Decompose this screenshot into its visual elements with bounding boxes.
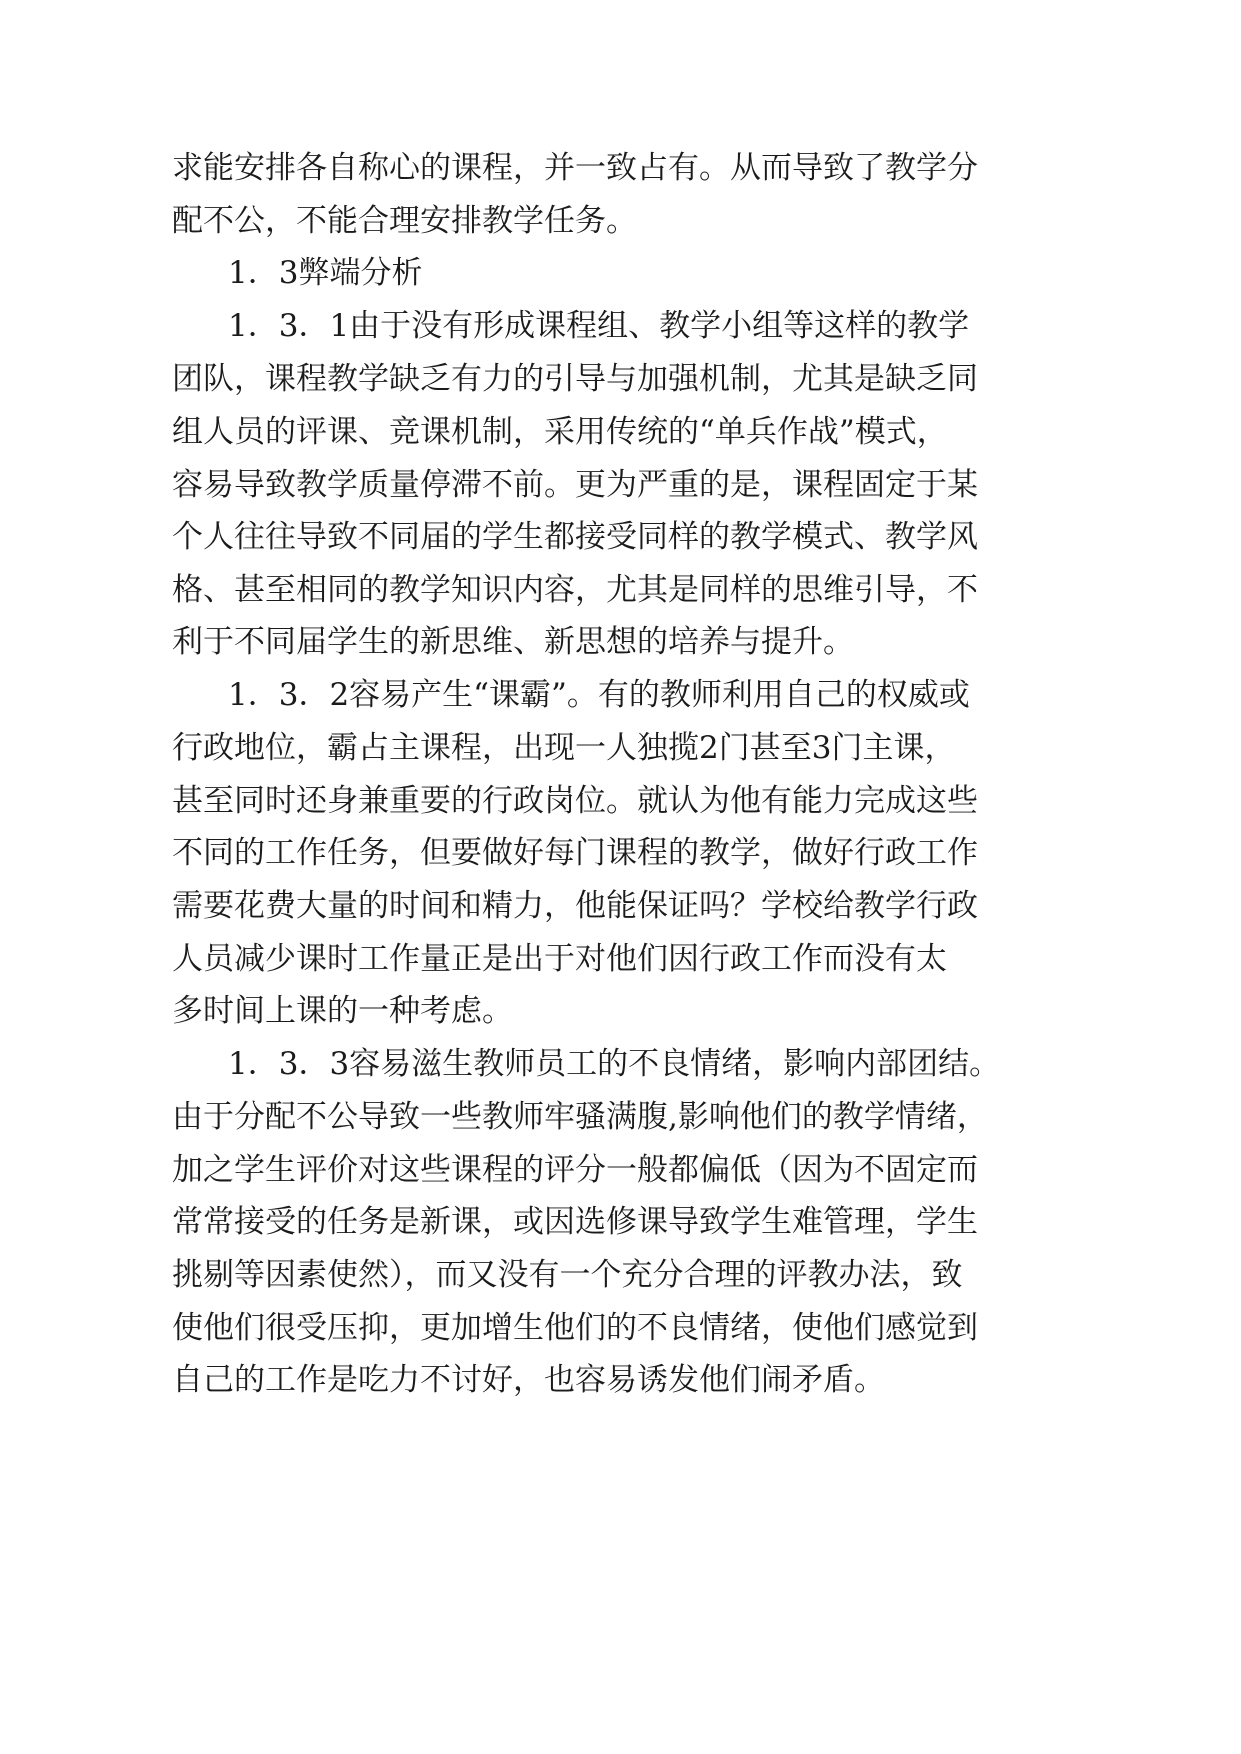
line-text: 加之学生评价对这些课程的评分一般都偏低（因为不固定而 bbox=[172, 1152, 978, 1188]
line-text: 由于分配不公导致一些教师牢骚满腹,影响他们的教学情绪， bbox=[172, 1099, 988, 1135]
text-line bbox=[0, 929, 1241, 989]
text-line bbox=[0, 402, 1241, 462]
line-text: 需要花费大量的时间和精力，他能保证吗？学校给教学行政 bbox=[172, 888, 978, 924]
line-text: 不同的工作任务，但要做好每门课程的教学，做好行政工作 bbox=[172, 835, 978, 871]
line-text: 甚至同时还身兼重要的行政岗位。就认为他有能力完成这些 bbox=[172, 783, 978, 819]
text-line bbox=[0, 1034, 1241, 1094]
section-heading bbox=[0, 243, 1241, 303]
line-text: 1．3．2容易产生“课霸”。有的教师利用自己的权威或 bbox=[228, 677, 970, 713]
text-line bbox=[0, 455, 1241, 515]
text-line bbox=[0, 507, 1241, 567]
text-line bbox=[0, 981, 1241, 1041]
text-line bbox=[0, 191, 1241, 251]
text-line bbox=[0, 1087, 1241, 1147]
line-text: 多时间上课的一种考虑。 bbox=[172, 993, 513, 1029]
text-line bbox=[0, 1192, 1241, 1252]
text-line bbox=[0, 296, 1241, 356]
line-text: 容易导致教学质量停滞不前。更为严重的是，课程固定于某 bbox=[172, 467, 978, 503]
text-line bbox=[0, 823, 1241, 883]
line-text: 自己的工作是吃力不讨好，也容易诱发他们闹矛盾。 bbox=[172, 1362, 885, 1398]
text-line bbox=[0, 1245, 1241, 1305]
text-line bbox=[0, 876, 1241, 936]
text-line bbox=[0, 560, 1241, 620]
text-line bbox=[0, 1298, 1241, 1358]
line-text: 格、甚至相同的教学知识内容，尤其是同样的思维引导，不 bbox=[172, 572, 978, 608]
line-text: 个人往往导致不同届的学生都接受同样的教学模式、教学风 bbox=[172, 519, 978, 555]
line-text: 1．3．1由于没有形成课程组、教学小组等这样的教学 bbox=[228, 308, 970, 344]
line-text: 配不公，不能合理安排教学任务。 bbox=[172, 203, 637, 239]
line-text: 挑剔等因素使然），而又没有一个充分合理的评教办法，致 bbox=[172, 1257, 963, 1293]
line-text: 利于不同届学生的新思维、新思想的培养与提升。 bbox=[172, 624, 854, 660]
line-text: 团队，课程教学缺乏有力的引导与加强机制，尤其是缺乏同 bbox=[172, 361, 978, 397]
text-line bbox=[0, 665, 1241, 725]
text-line bbox=[0, 612, 1241, 672]
line-text: 人员减少课时工作量正是出于对他们因行政工作而没有太 bbox=[172, 941, 947, 977]
text-line bbox=[0, 771, 1241, 831]
text-line bbox=[0, 1350, 1241, 1410]
line-text: 常常接受的任务是新课，或因选修课导致学生难管理，学生 bbox=[172, 1204, 978, 1240]
line-text: 1．3．3容易滋生教师员工的不良情绪，影响内部团结。 bbox=[228, 1046, 1001, 1082]
text-line bbox=[0, 138, 1241, 198]
heading-text: 1．3弊端分析 bbox=[228, 255, 423, 291]
line-text: 求能安排各自称心的课程，并一致占有。从而导致了教学分 bbox=[172, 150, 978, 186]
line-text: 行政地位，霸占主课程，出现一人独揽2门甚至3门主课， bbox=[172, 730, 956, 766]
line-text: 组人员的评课、竞课机制，采用传统的“单兵作战”模式， bbox=[172, 414, 948, 450]
text-line bbox=[0, 349, 1241, 409]
line-text: 使他们很受压抑，更加增生他们的不良情绪，使他们感觉到 bbox=[172, 1310, 978, 1346]
text-line bbox=[0, 718, 1241, 778]
text-line bbox=[0, 1140, 1241, 1200]
